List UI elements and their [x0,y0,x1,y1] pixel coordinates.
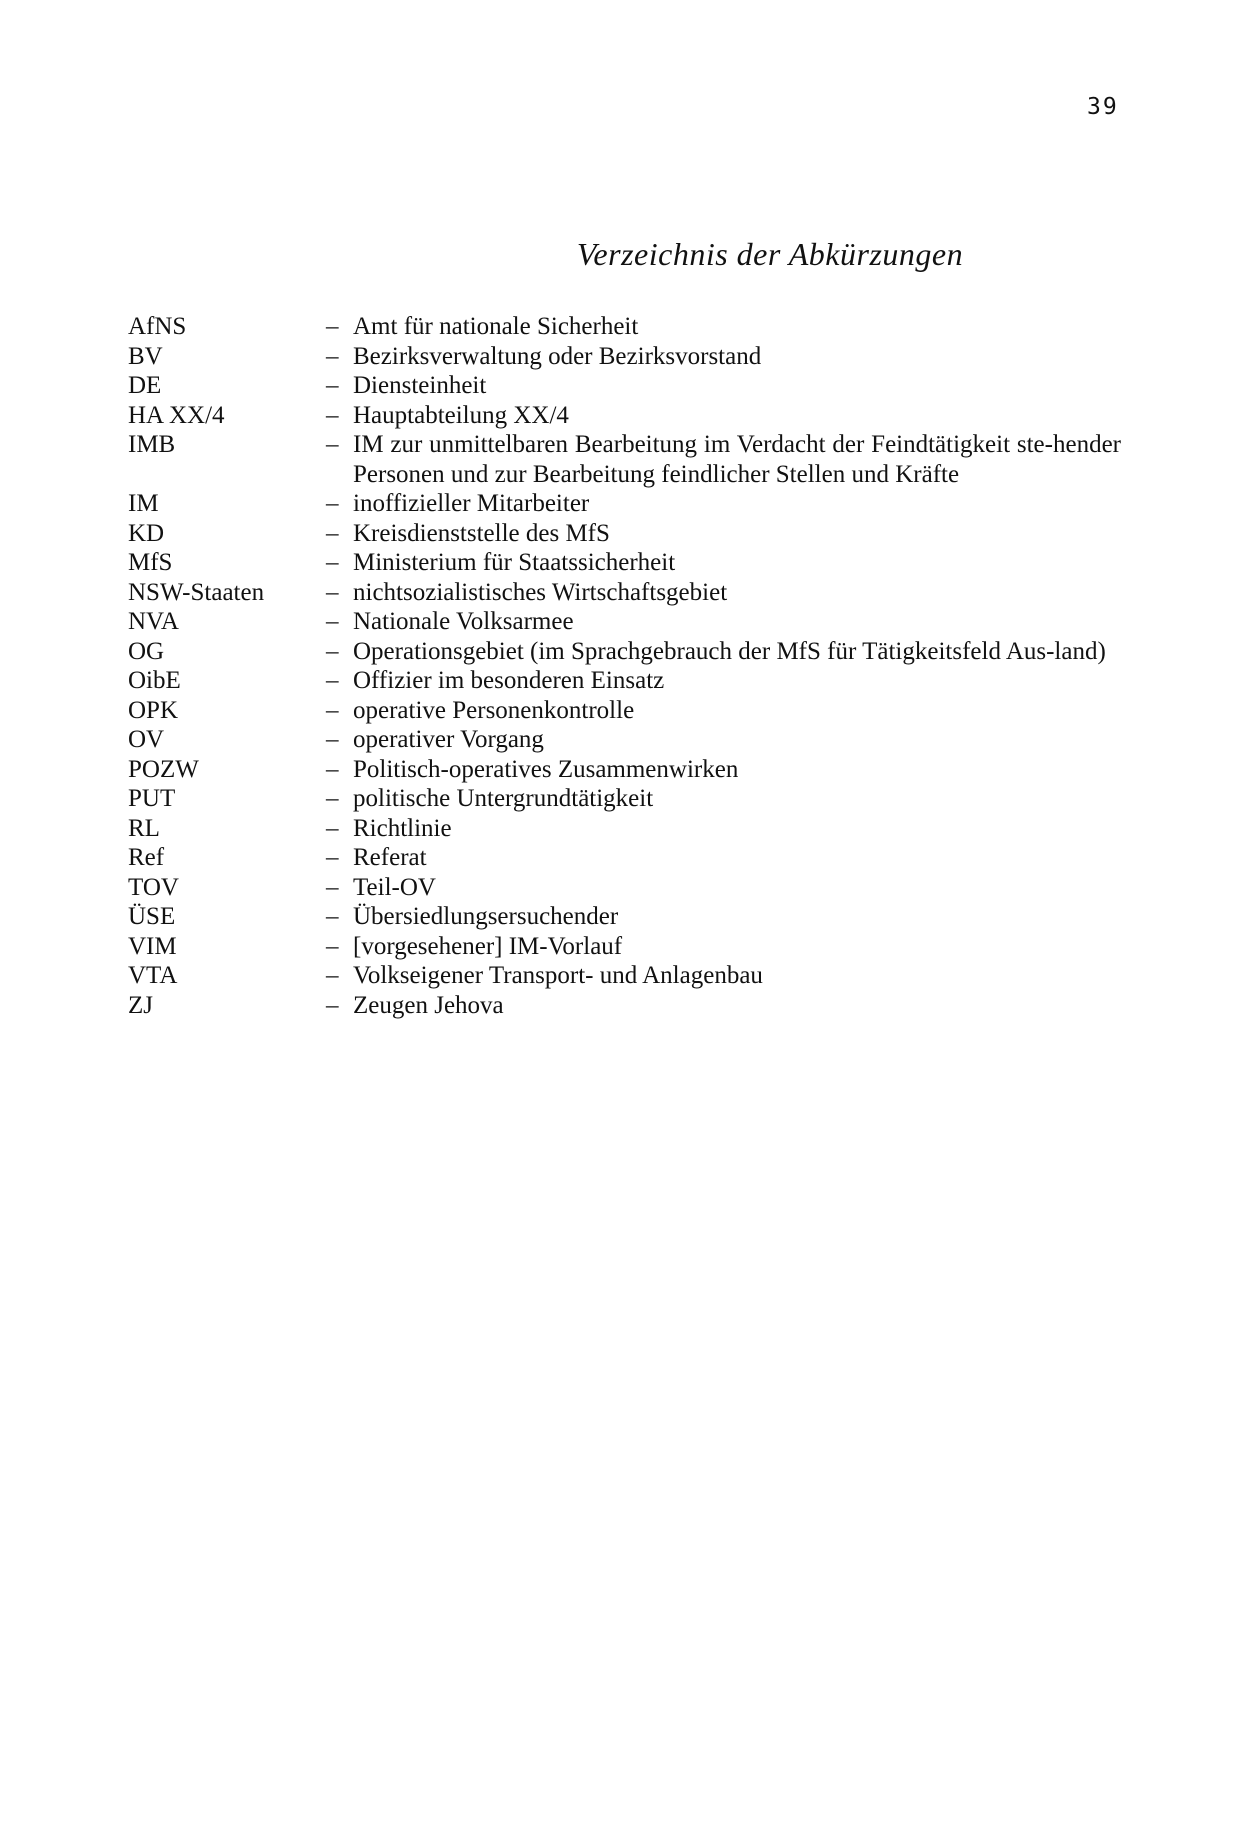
abbreviation-definition: Operationsgebiet (im Sprachgebrauch der MfS für Tätigkeitsfeld Aus-land) [353,637,1106,665]
abbreviation-definition: IM zur unmittelbaren Bearbeitung im Verdacht der Feindtätigkeit ste-hender Personen und zur Bearbeitung feindlicher Stellen und Kräfte [353,431,1121,488]
abbreviation-dash: – [326,637,339,665]
abbreviation-dash: – [326,903,339,930]
abbreviation-term: VIM [128,932,177,960]
abbreviation-entry [128,342,1128,372]
abbreviation-term: OPK [128,696,179,724]
abbreviation-term: IM [128,490,159,517]
abbreviation-entry [128,607,1128,637]
abbreviation-definition: operativer Vorgang [353,726,544,753]
abbreviation-dash: – [326,313,339,340]
abbreviation-entry [128,784,1128,814]
abbreviation-entry [128,991,1128,1021]
abbreviation-term: MfS [128,549,173,576]
abbreviation-term: KD [128,519,165,547]
abbreviation-dash: – [326,696,339,724]
abbreviation-definition: Offizier im besonderen Einsatz [353,667,665,694]
abbreviation-entry [128,902,1128,932]
abbreviation-entry [128,401,1128,431]
abbreviation-entry [128,725,1128,755]
abbreviation-entry [128,312,1128,342]
abbreviation-entry [128,755,1128,785]
abbreviation-dash: – [326,578,339,606]
abbreviation-term: IMB [128,431,176,458]
abbreviation-definition: inoffizieller Mitarbeiter [353,490,590,517]
abbreviation-definition: Kreisdienststelle des MfS [353,519,610,547]
abbreviation-definition: Zeugen Jehova [353,991,504,1019]
abbreviation-term: TOV [128,873,179,901]
abbreviation-term: RL [128,814,160,842]
abbreviation-entry [128,873,1128,903]
abbreviation-dash: – [326,755,339,783]
abbreviation-term: BV [128,342,163,370]
abbreviation-entry [128,519,1128,549]
abbreviation-term: NVA [128,608,179,635]
abbreviation-term: VTA [128,962,178,989]
abbreviation-dash: – [326,519,339,547]
abbreviation-entry [128,814,1128,844]
abbreviation-dash: – [326,431,339,458]
abbreviation-dash: – [326,401,339,429]
abbreviation-definition: Volkseigener Transport- und Anlagenbau [353,962,763,989]
abbreviation-term: PUT [128,785,176,812]
abbreviation-dash: – [326,549,339,576]
abbreviation-dash: – [326,814,339,842]
abbreviation-dash: – [326,932,339,960]
abbreviation-dash: – [326,873,339,901]
abbreviation-definition: operative Personenkontrolle [353,696,635,724]
abbreviation-term: OibE [128,667,181,694]
abbreviation-definition: Politisch-operatives Zusammenwirken [353,755,739,783]
page-number: 39 [1087,94,1119,120]
abbreviation-entry [128,932,1128,962]
abbreviation-dash: – [326,490,339,517]
abbreviation-definition: [vorgesehener] IM-Vorlauf [353,932,623,960]
abbreviation-list [128,312,1128,1020]
abbreviation-dash: – [326,962,339,989]
abbreviation-term: AfNS [128,313,187,340]
abbreviation-definition: Referat [353,844,427,871]
abbreviation-entry [128,548,1128,578]
abbreviation-definition: Bezirksverwaltung oder Bezirksvorstand [353,342,762,370]
abbreviation-definition: Hauptabteilung XX/4 [353,401,569,429]
abbreviation-dash: – [326,785,339,812]
abbreviation-definition: nichtsozialistisches Wirtschaftsgebiet [353,578,728,606]
abbreviation-definition: Diensteinheit [353,372,487,399]
abbreviation-entry [128,430,1128,489]
abbreviation-term: OV [128,726,165,753]
abbreviation-term: HA XX/4 [128,401,225,429]
abbreviation-definition: Ministerium für Staatssicherheit [353,549,676,576]
abbreviation-dash: – [326,342,339,370]
abbreviation-term: DE [128,372,162,399]
abbreviation-definition: Amt für nationale Sicherheit [353,313,639,340]
abbreviation-entry [128,696,1128,726]
abbreviation-entry [128,843,1128,873]
abbreviation-entry [128,371,1128,401]
abbreviation-dash: – [326,608,339,635]
abbreviation-term: OG [128,637,165,665]
abbreviation-term: NSW-Staaten [128,578,265,606]
abbreviation-entry [128,961,1128,991]
abbreviation-dash: – [326,667,339,694]
abbreviation-dash: – [326,726,339,753]
abbreviation-entry [128,637,1128,667]
abbreviation-definition: Richtlinie [353,814,452,842]
abbreviation-term: POZW [128,755,199,783]
abbreviation-entry [128,578,1128,608]
abbreviation-dash: – [326,991,339,1019]
abbreviation-dash: – [326,844,339,871]
abbreviation-definition: Nationale Volksarmee [353,608,574,635]
abbreviation-definition: politische Untergrundtätigkeit [353,785,654,812]
abbreviation-entry [128,489,1128,519]
abbreviation-term: Ref [128,844,165,871]
page-title: Verzeichnis der Abkürzungen [576,236,964,272]
abbreviation-definition: Übersiedlungsersuchender [353,903,619,930]
abbreviation-dash: – [326,372,339,399]
abbreviation-definition: Teil-OV [353,873,436,901]
abbreviation-entry [128,666,1128,696]
abbreviation-term: ÜSE [128,903,176,930]
abbreviation-term: ZJ [128,991,153,1019]
